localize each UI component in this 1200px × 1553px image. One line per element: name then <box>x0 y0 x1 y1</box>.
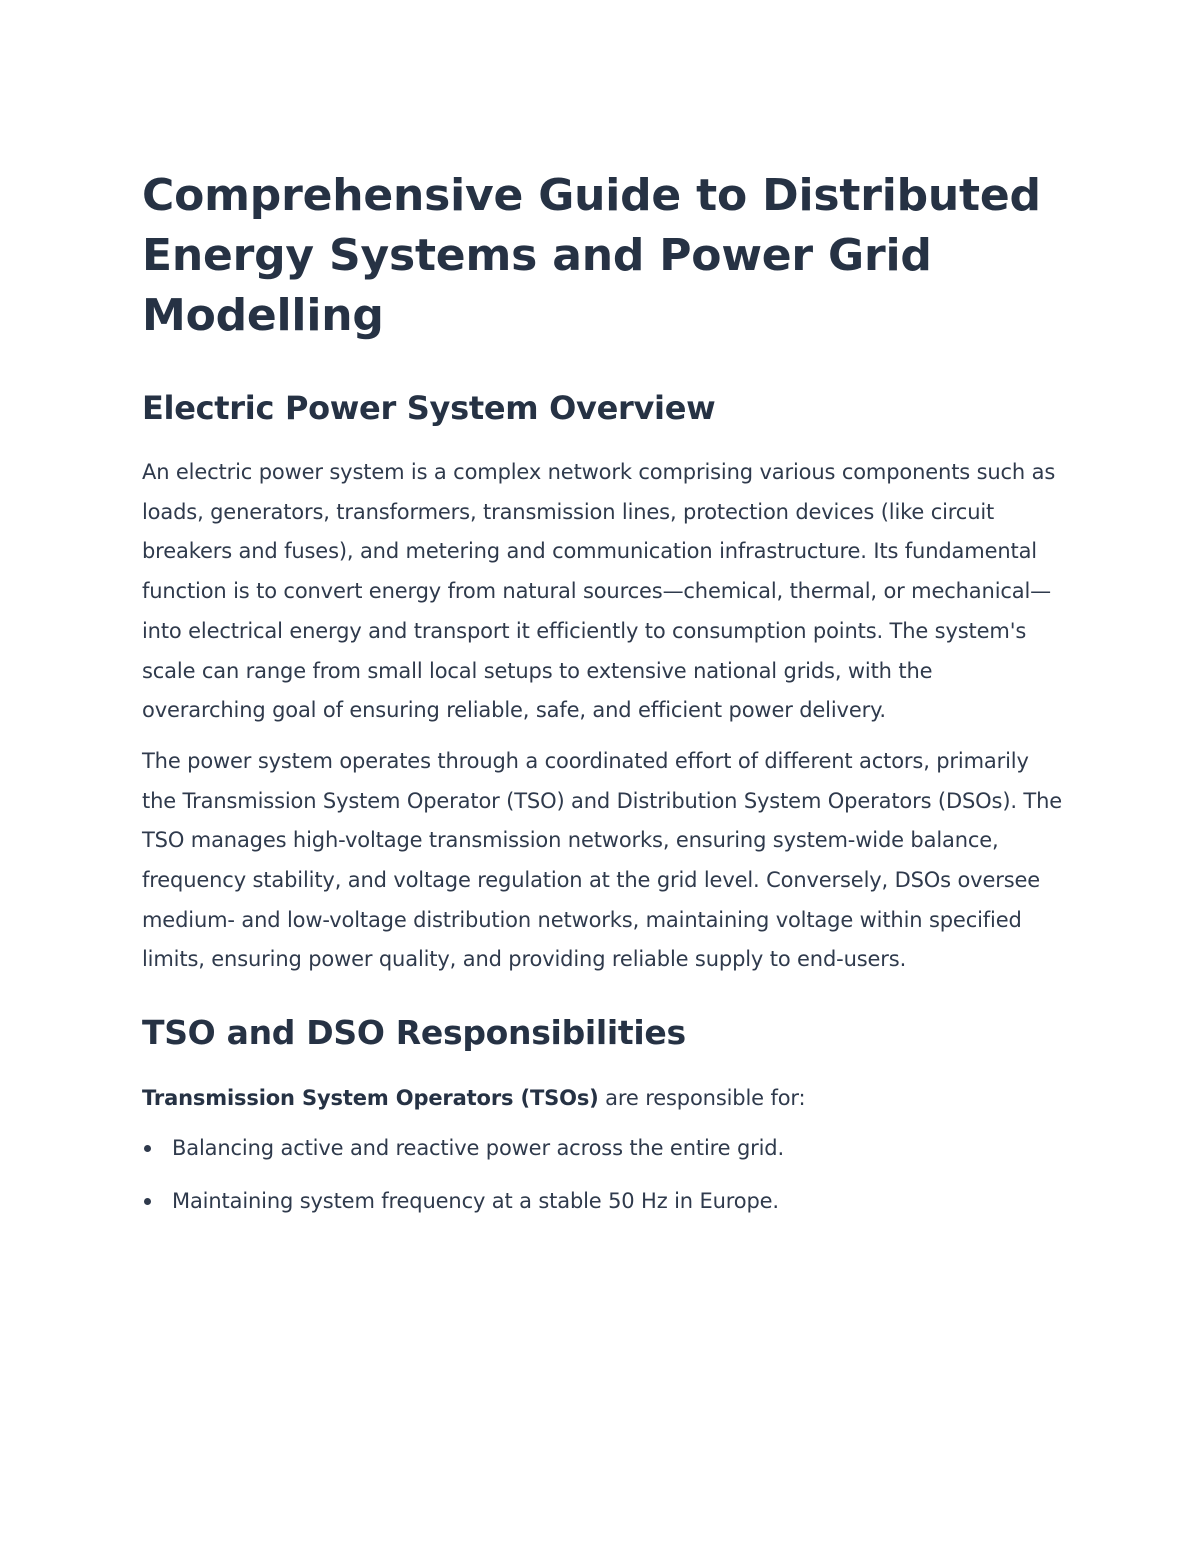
responsibilities-intro-rest: are responsible for: <box>598 1086 806 1111</box>
overview-paragraph-2: The power system operates through a coordinated effort of different actors, primarily the Transmission System Operator (TSO) and Distribution System Operators (DSOs). The TSO manages high-voltage transmission networks, ensuring system-wide balance, frequency stability, and voltage regulation at the grid level. Conversely, DSOs oversee medium- and low-voltage distribution networks, maintaining voltage within specified limits, ensuring power quality, and providing reliable supply to end-users. <box>142 748 1063 972</box>
list-item-text: Balancing active and reactive power across the entire grid. <box>172 1135 785 1160</box>
tso-term: Transmission System Operators (TSOs) <box>142 1086 599 1111</box>
tso-responsibilities-list <box>142 1129 1062 1221</box>
list-item <box>142 1129 1062 1168</box>
list-item <box>142 1182 1062 1221</box>
document-title: Comprehensive Guide to Distributed Energy Systems and Power Grid Modelling <box>142 170 1041 341</box>
bullet-icon <box>144 1145 151 1152</box>
document-page <box>142 166 1062 1235</box>
bullet-icon <box>144 1198 151 1205</box>
section-heading-overview: Electric Power System Overview <box>142 389 716 427</box>
list-item-text: Maintaining system frequency at a stable 50 Hz in Europe. <box>172 1188 779 1213</box>
overview-paragraph-1: An electric power system is a complex network comprising various components such as loads, generators, transformers, transmission lines, protection devices (like circuit breakers and fuses), and metering and communication infrastructure. Its fundamental function is to convert energy from natural sources—chemical, thermal, or mechanical—into electrical energy and transport it efficiently to consumption points. The system's scale can range from small local setups to extensive national grids, with the overarching goal of ensuring reliable, safe, and efficient power delivery. <box>142 460 1056 723</box>
section-heading-responsibilities: TSO and DSO Responsibilities <box>142 1013 686 1053</box>
responsibilities-intro <box>142 1079 1062 1119</box>
